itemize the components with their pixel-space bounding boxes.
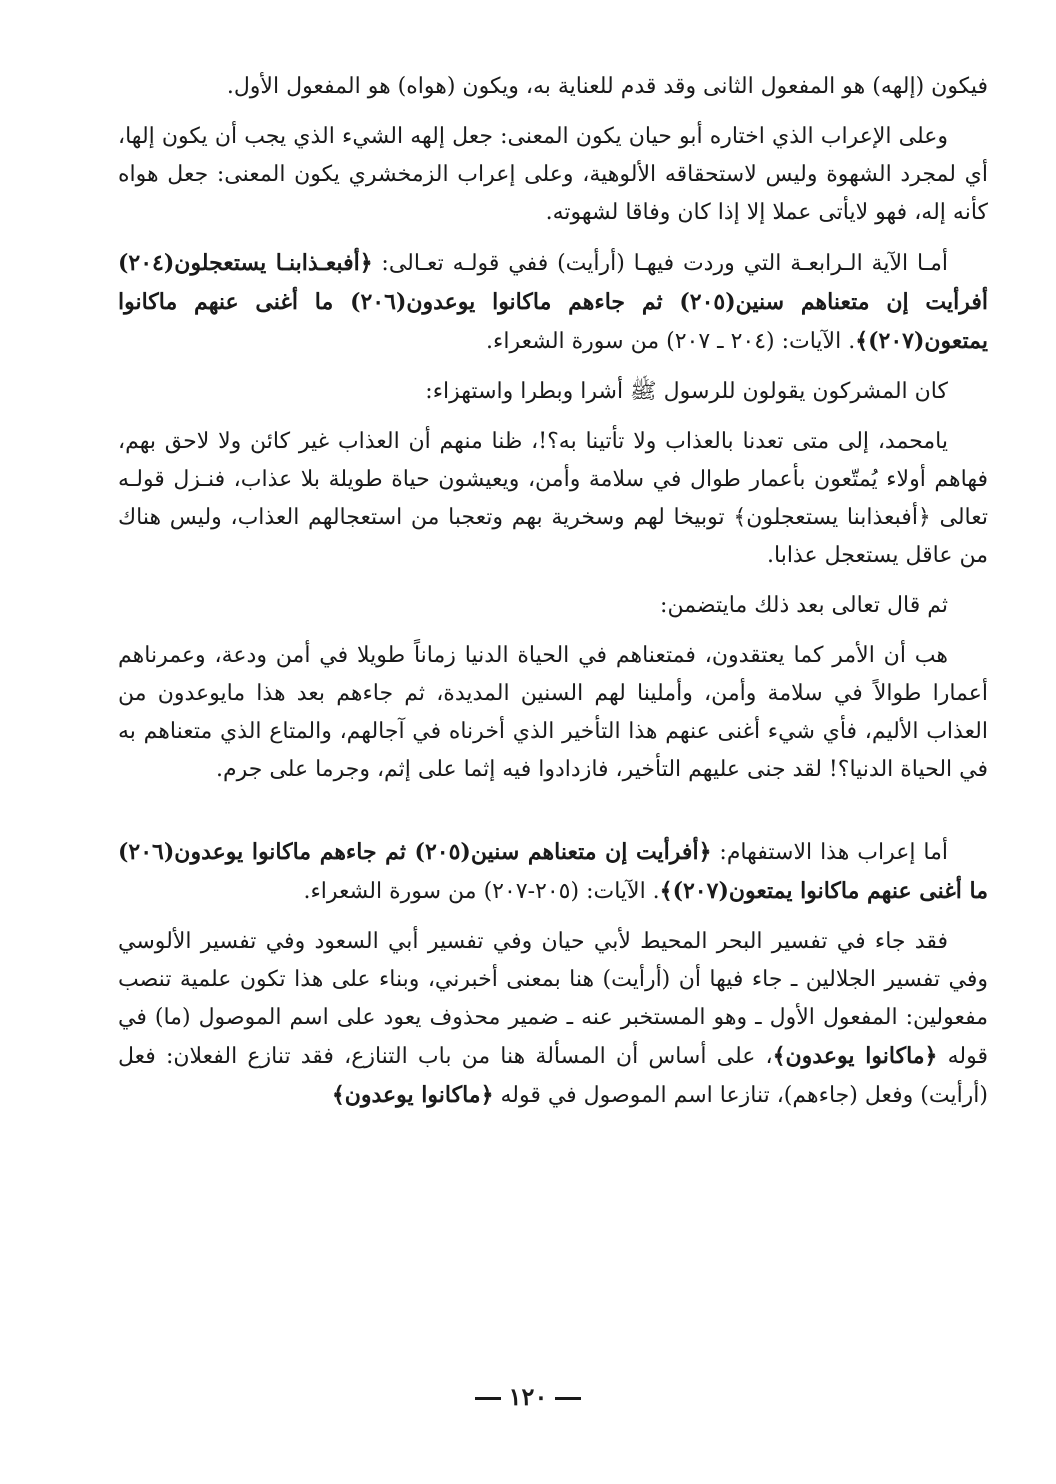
text-segment: فيكون (إلهه) هو المفعول الثانى وقد قدم للعناية به، ويكون (هواه) هو المفعول الأول.: [226, 74, 988, 99]
text-segment: يامحمد، إلى متى تعدنا بالعذاب ولا تأتينا به؟!، ظنا منهم أن العذاب غير كائن ولا لاحق بهم، فهاهم أولاء يُمتّعون بأعمار طوال في سلامة وأمن، ويعيشون حياة طويلة بلا عذاب، فنـزل قولـه تعالى ﴿أفبعذابنا يستعجلون﴾ توبيخا لهم وسخرية بهم وتعجبا من استعجالهم العذاب، وليس هناك من عاقل يستعجل عذابا.: [118, 429, 988, 568]
paragraph: [118, 373, 988, 411]
document-body: [118, 68, 988, 1127]
paragraph: [118, 833, 988, 911]
paragraph: [118, 587, 988, 625]
paragraph: [118, 68, 988, 106]
text-segment: هب أن الأمر كما يعتقدون، فمتعناهم في الحياة الدنيا زماناً طويلا في أمن ودعة، وعمرناهم أعمارا طوالاً في سلامة وأمن، وأملينا لهم السنين المديدة، ثم جاءهم بعد هذا مايوعدون من العذاب الأليم، فأي شيء أغنى عنهم هذا التأخير الذي أخرناه في آجالهم، والمتاع الذي متعناهم به في الحياة الدنيا؟! لقد جنى عليهم التأخير، فازدادوا فيه إثما على إثم، وجرما على جرم.: [118, 643, 988, 782]
text-segment: ثم قال تعالى بعد ذلك مايتضمن:: [660, 593, 948, 618]
paragraph: [118, 423, 988, 575]
paragraph: [118, 923, 988, 1115]
text-segment: . الآيات: (٢٠٥-٢٠٧) من سورة الشعراء.: [303, 879, 660, 904]
page-number-footer: [0, 1382, 1056, 1411]
text-segment: أمـا الآية الـرابعـة التي وردت فيهـا (أرأيت) ففي قولـه تعـالى:: [372, 251, 948, 276]
paragraph: [118, 244, 988, 361]
text-segment: وعلى الإعراب الذي اختاره أبو حيان يكون المعنى: جعل إلهه الشيء الذي يجب أن يكون إلها، أي لمجرد الشهوة وليس لاستحقاقه الألوهية، وعلى إعراب الزمخشري يكون المعنى: جعل هواه كأنه إله، فهو لايأتى عملا إلا إذا كان وفاقا لشهوته.: [118, 124, 988, 225]
paragraph: [118, 637, 988, 789]
quran-quote: ﴿أفرأيت إن متعناهم سنين(٢٠٥) ثم جاءهم ماكانوا يوعدون(٢٠٦) ما أغنى عنهم ماكانوا يمتعون(٢٠٧)﴾: [118, 839, 988, 904]
dash-decoration: [555, 1397, 581, 1400]
text-segment: . الآيات: (٢٠٤ ـ ٢٠٧) من سورة الشعراء.: [486, 329, 856, 354]
text-segment: ، على أساس أن المسألة هنا من باب التنازع، فقد تنازع الفعلان: فعل (أرأيت) وفعل (جاءهم)، تنازعا اسم الموصول في قوله: [118, 1044, 988, 1108]
page-number: ١٢٠: [508, 1382, 548, 1411]
text-segment: أما إعراب هذا الاستفهام:: [711, 840, 948, 865]
dash-decoration: [475, 1397, 501, 1400]
text-segment: كان المشركون يقولون للرسول ﷺ أشرا وبطرا واستهزاء:: [425, 379, 948, 404]
quran-quote: ﴿ماكانوا يوعدون﴾: [772, 1043, 938, 1069]
text-segment: فقد جاء في تفسير البحر المحيط لأبي حيان وفي تفسير أبي السعود وفي تفسير الألوسي وفي تفسير الجلالين ـ جاء فيها أن (أرأيت) هنا بمعنى أخبرني، وبناء على هذا تكون علمية تنصب مفعولين: المفعول الأول ـ وهو المستخبر عنه ـ ضمير محذوف يعود على اسم الموصول (ما) في قوله: [118, 929, 988, 1069]
paragraph: [118, 118, 988, 232]
quran-quote: ﴿أفبعـذابنـا يستعجلون(٢٠٤) أفرأيت إن متعناهم سنين(٢٠٥) ثم جاءهم ماكانوا يوعدون(٢٠٦) ما أغنى عنهم ماكانوا يمتعون(٢٠٧)﴾: [118, 250, 988, 354]
quran-quote: ﴿ماكانوا يوعدون﴾: [331, 1082, 494, 1108]
